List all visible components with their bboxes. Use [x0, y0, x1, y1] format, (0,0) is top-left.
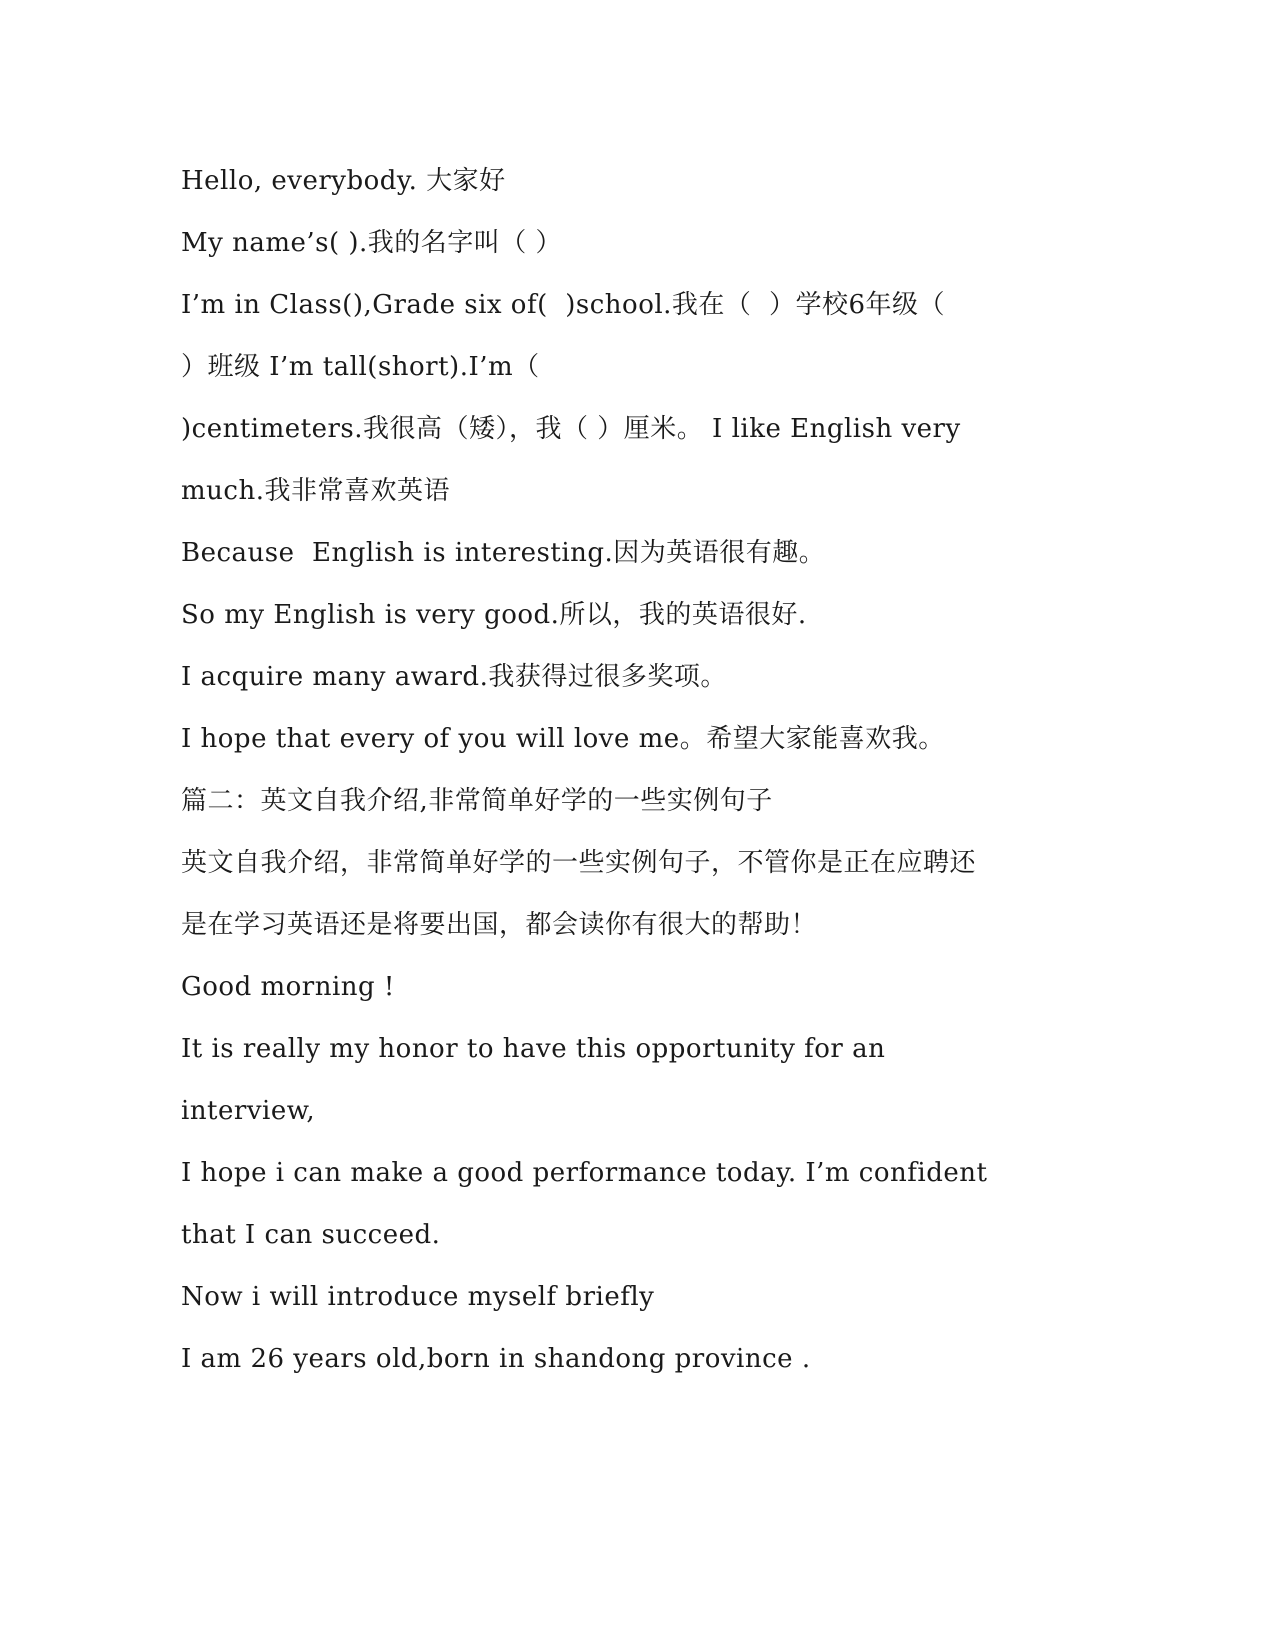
text-line: I hope i can make a good performance today. I’m confident	[181, 1158, 988, 1188]
text-line: 是在学习英语还是将要出国，都会读你有很大的帮助！	[181, 910, 818, 940]
text-line: that I can succeed.	[181, 1220, 441, 1250]
text-line: 英文自我介绍，非常简单好学的一些实例句子，不管你是正在应聘还	[181, 848, 977, 878]
text-line: My name’s( ).我的名字叫（ ）	[181, 228, 563, 258]
text-line: Because English is interesting.因为英语很有趣。	[181, 538, 826, 568]
text-line: interview,	[181, 1096, 316, 1126]
text-line: )centimeters.我很高（矮），我（ ）厘米。 I like English very	[181, 414, 961, 444]
text-line: much.我非常喜欢英语	[181, 476, 450, 506]
section-heading: 篇二：英文自我介绍,非常简单好学的一些实例句子	[181, 786, 773, 816]
text-line: ）班级 I’m tall(short).I’m（	[181, 352, 540, 382]
text-line: I’m in Class(),Grade six of( )school.我在（ ）学校6年级（	[181, 290, 946, 320]
text-line: Hello, everybody. 大家好	[181, 166, 506, 196]
text-line: It is really my honor to have this opportunity for an	[181, 1034, 886, 1064]
text-line: So my English is very good.所以，我的英语很好.	[181, 600, 807, 630]
text-line: Now i will introduce myself briefly	[181, 1282, 655, 1312]
text-line: I am 26 years old,born in shandong province .	[181, 1344, 811, 1374]
text-line: Good morning !	[181, 972, 395, 1002]
text-line: I hope that every of you will love me。希望大家能喜欢我。	[181, 724, 945, 754]
text-line: I acquire many award.我获得过很多奖项。	[181, 662, 727, 692]
document-body	[181, 158, 1061, 1398]
